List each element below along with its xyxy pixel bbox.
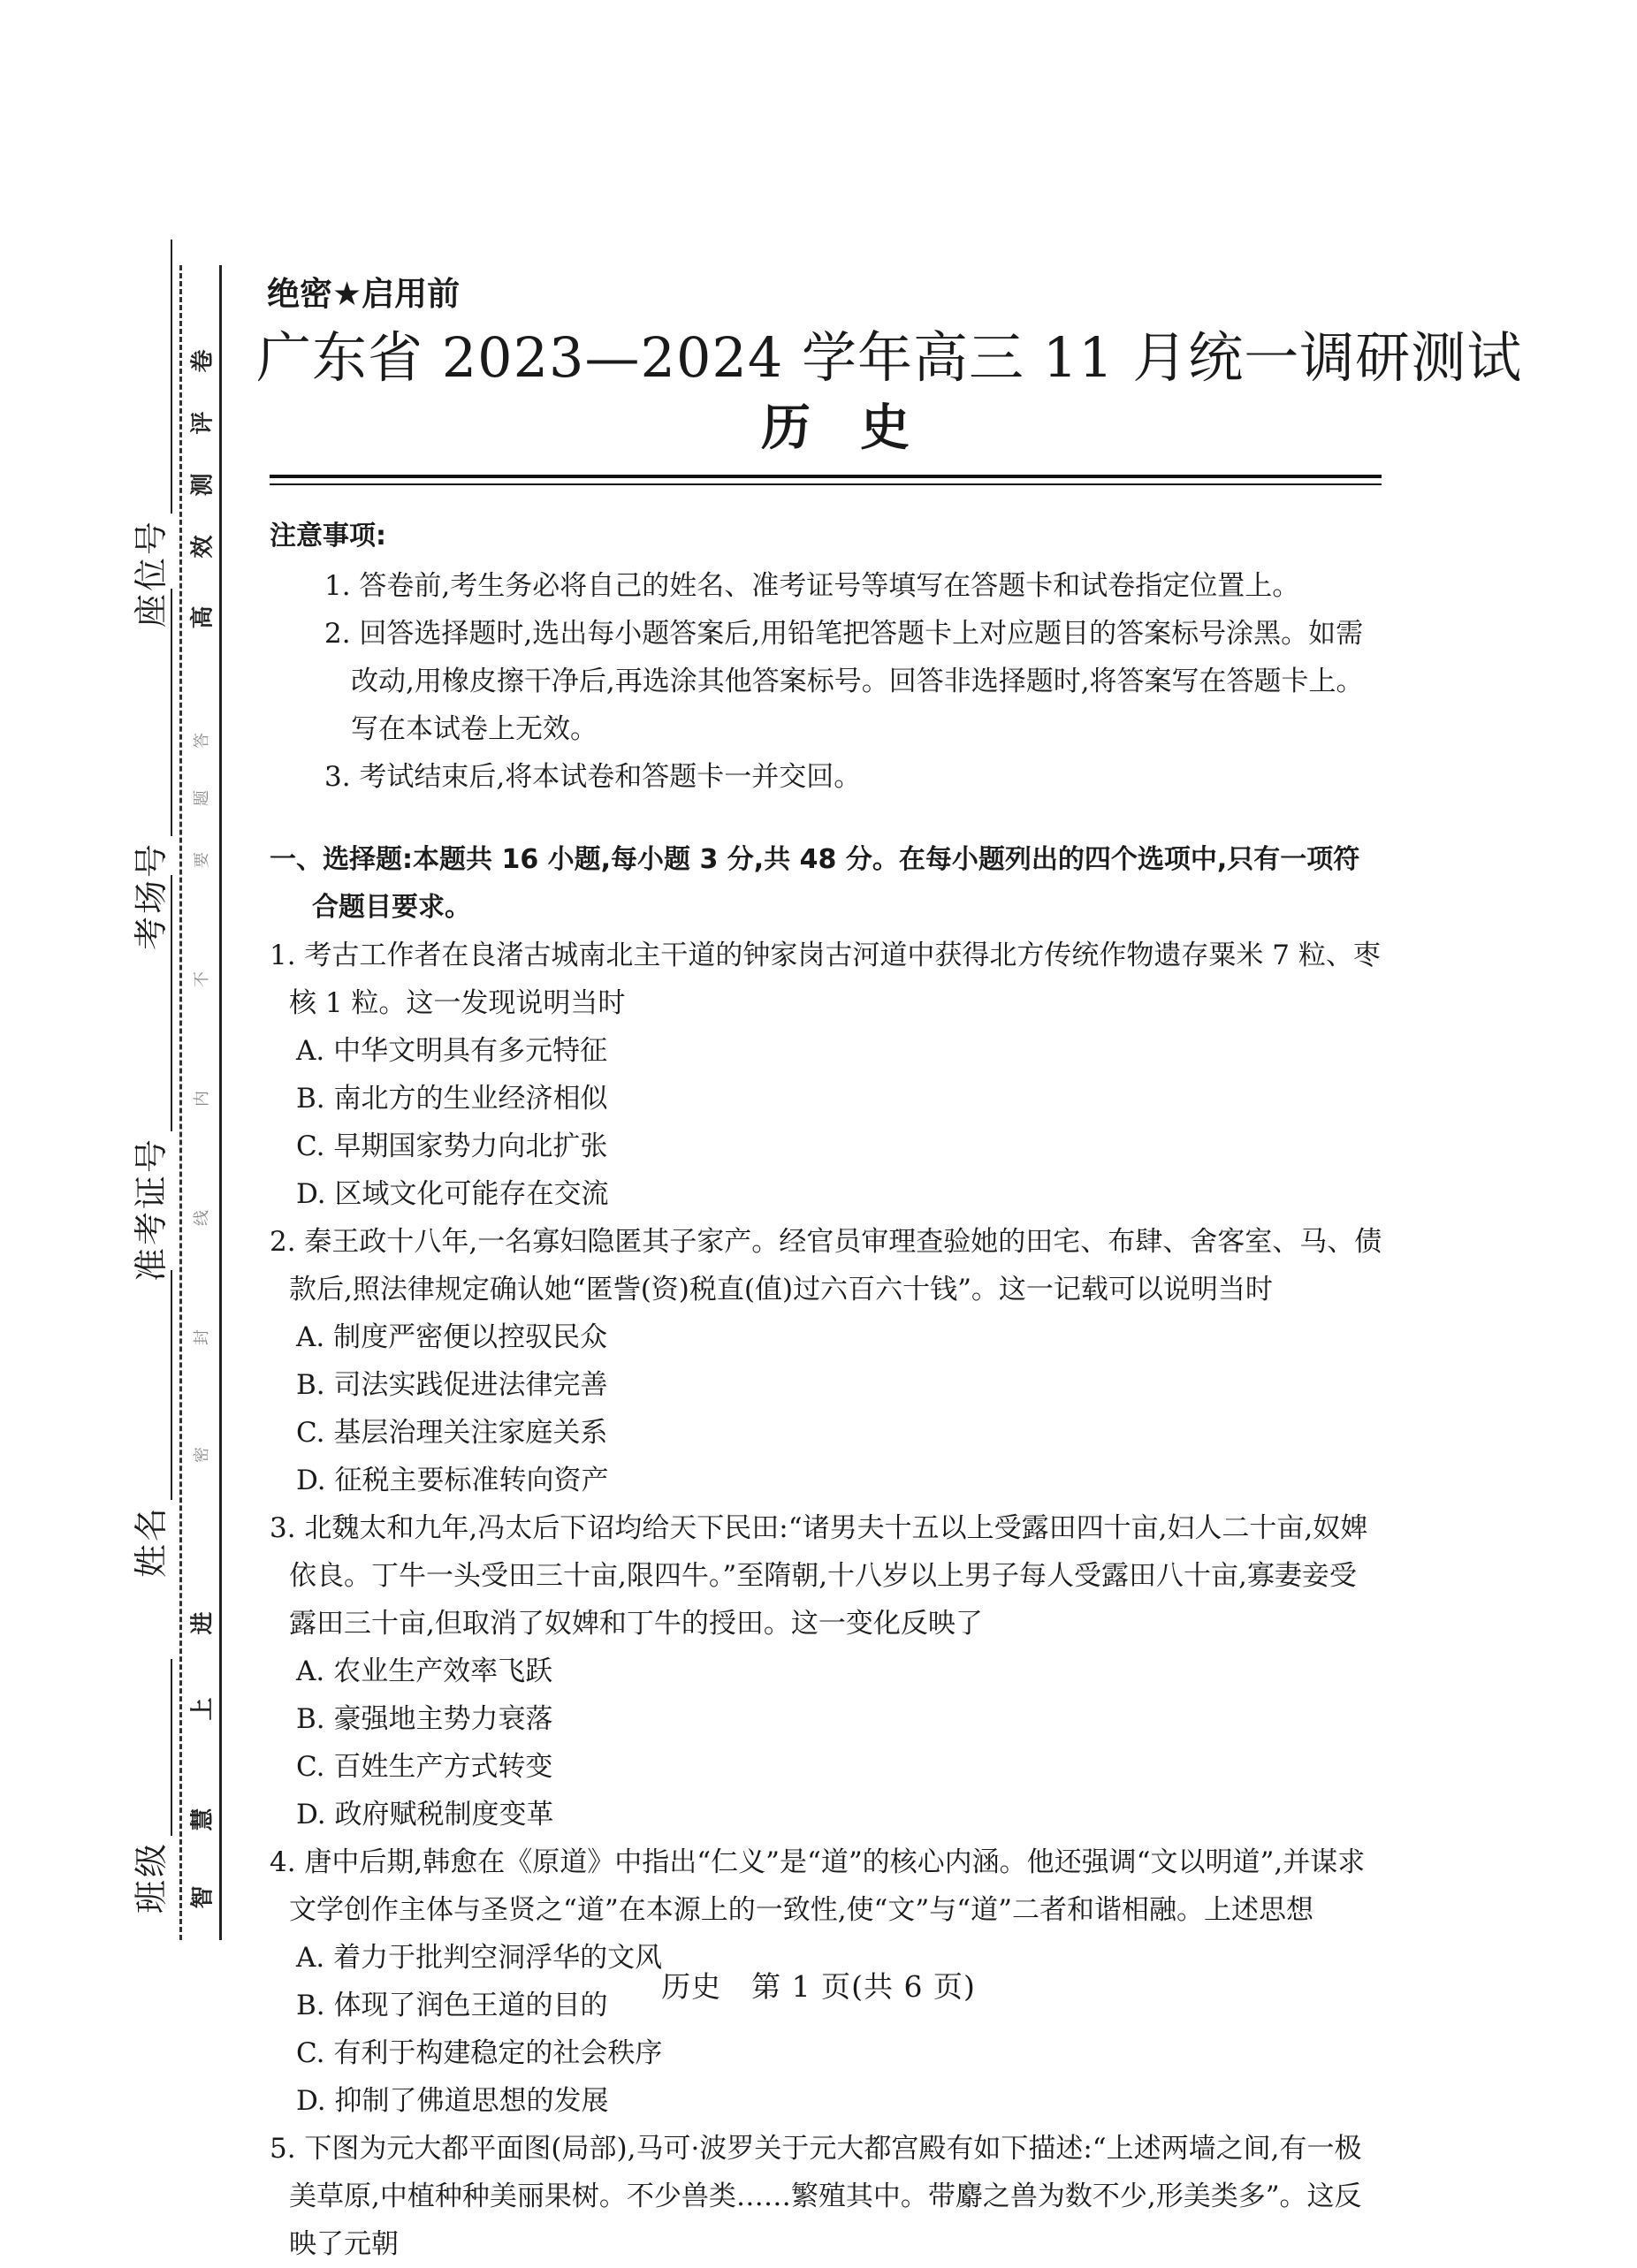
- strip-char: 不: [193, 971, 211, 987]
- option-a: A. 中华文明具有多元特征: [296, 1035, 608, 1067]
- page-footer: 历史 第 1 页(共 6 页): [661, 1969, 976, 2004]
- note-item: 2. 回答选择题时,选出每小题答案后,用铅笔把答题卡上对应题目的答案标号涂黑。如需改动,用橡皮擦干净后,再选涂其他答案标号。回答非选择题时,将答案写在答题卡上。写在本试卷上无效。: [324, 618, 1364, 745]
- strip-char: 高: [189, 605, 217, 629]
- option-c: C. 基层治理关注家庭关系: [296, 1417, 608, 1449]
- binding-solid-line: [219, 265, 222, 1940]
- option-d: D. 政府赋税制度变革: [296, 1799, 554, 1830]
- strip-char: 上: [189, 1697, 217, 1721]
- question-stem: 5. 下图为元大都平面图(局部),马可·波罗关于元大都宫殿有如下描述:“上述两墙之间,有一极美草原,中植种种美丽果树。不少兽类……繁殖其中。带麝之兽为数不少,形美类多”。这反映了元朝: [270, 2133, 1362, 2260]
- notes-title: 注意事项:: [270, 521, 386, 552]
- question-3: [270, 1504, 1383, 1838]
- option-d: D. 征税主要标准转向资产: [296, 1465, 609, 1496]
- strip-char: 答: [193, 733, 211, 749]
- option-c: C. 早期国家势力向北扩张: [296, 1130, 608, 1162]
- exam-id-label: 准考证号: [132, 1136, 171, 1282]
- option-b: B. 南北方的生业经济相似: [296, 1083, 608, 1115]
- seat-field: [124, 240, 172, 628]
- question-stem: 2. 秦王政十八年,一名寡妇隐匿其子家产。经官员审理查验她的田宅、布肆、舍客室、马、债款后,照法律规定确认她“匿訾(资)税直(值)过六百六十钱”。这一记载可以说明当时: [270, 1226, 1382, 1305]
- question-stem: 3. 北魏太和九年,冯太后下诏均给天下民田:“诸男夫十五以上受露田四十亩,妇人二十亩,奴婢依良。丁牛一头受田三十亩,限四牛。”至隋朝,十八岁以上男子每人受露田八十亩,寡妻妾受露田三十亩,但取消了奴婢和丁牛的授田。这一变化反映了: [270, 1512, 1368, 1640]
- option-a: A. 制度严密便以控驭民众: [296, 1321, 608, 1353]
- option-a: A. 农业生产效率飞跃: [296, 1655, 553, 1687]
- note-item: 3. 考试结束后,将本试卷和答题卡一并交回。: [324, 761, 862, 793]
- option-c: C. 有利于构建稳定的社会秩序: [296, 2037, 663, 2069]
- strip-char: 评: [189, 411, 217, 435]
- question-stem: 4. 唐中后期,韩愈在《原道》中指出“仁义”是“道”的核心内涵。他还强调“文以明道”,并谋求文学创作主体与圣贤之“道”在本源上的一致性,使“文”与“道”二者和谐相融。上述思想: [270, 1846, 1366, 1926]
- section-heading: 一、选择题:本题共 16 小题,每小题 3 分,共 48 分。在每小题列出的四个选项中,只有一项符合题目要求。: [270, 844, 1360, 923]
- confidential-label: 绝密★启用前: [267, 275, 461, 313]
- strip-char: 要: [193, 852, 211, 868]
- strip-char: 进: [189, 1611, 217, 1635]
- strip-char: 题: [193, 790, 211, 806]
- strip-char: 卷: [189, 349, 217, 373]
- option-d: D. 抑制了佛道思想的发展: [296, 2085, 609, 2117]
- option-b: B. 司法实践促进法律完善: [296, 1369, 608, 1401]
- header-rule-thin: [270, 483, 1382, 485]
- strip-char: 效: [189, 535, 217, 559]
- binding-strip: [187, 265, 217, 1940]
- question-options: [270, 1313, 1383, 1504]
- option-c: C. 百姓生产方式转变: [296, 1751, 553, 1783]
- strip-char: 测: [189, 473, 217, 497]
- option-b: B. 体现了润色王道的目的: [296, 1990, 608, 2021]
- strip-char: 慧: [189, 1808, 217, 1831]
- option-a: A. 着力于批判空洞浮华的文风: [296, 1942, 663, 1974]
- exam-room-field: [124, 589, 172, 950]
- strip-char: 智: [189, 1885, 217, 1909]
- name-field: [124, 1270, 172, 1578]
- question-stem: 1. 考古工作者在良渚古城南北主干道的钟家岗古河道中获得北方传统作物遗存粟米 7 粒、枣核 1 粒。这一发现说明当时: [270, 940, 1381, 1019]
- class-field: [124, 1659, 172, 1914]
- class-label: 班级: [132, 1840, 171, 1914]
- exam-room-label: 考场号: [132, 841, 171, 950]
- strip-char: 内: [193, 1091, 211, 1107]
- question-2: [270, 1218, 1383, 1504]
- option-b: B. 豪强地主势力衰落: [296, 1703, 553, 1735]
- question-1: [270, 932, 1383, 1218]
- subject-title: 历史: [761, 400, 959, 457]
- strip-char: 封: [193, 1329, 211, 1345]
- strip-char: 线: [193, 1210, 211, 1226]
- question-5: [270, 2125, 1383, 2268]
- header-rule-thick: [270, 475, 1382, 478]
- option-d: D. 区域文化可能存在交流: [296, 1178, 609, 1210]
- seat-label: 座位号: [132, 518, 171, 628]
- binding-dashed-line: [179, 265, 182, 1940]
- strip-char: 密: [193, 1447, 211, 1463]
- exam-title: 广东省 2023—2024 学年高三 11 月统一调研测试: [256, 325, 1523, 390]
- question-options: [270, 1027, 1383, 1218]
- note-item: 1. 答卷前,考生务必将自己的姓名、准考证号等填写在答题卡和试卷指定位置上。: [324, 570, 1300, 602]
- question-options: [270, 1934, 1383, 2125]
- question-options: [270, 1648, 1383, 1838]
- name-label: 姓名: [132, 1504, 171, 1578]
- notes-list: [324, 562, 1383, 801]
